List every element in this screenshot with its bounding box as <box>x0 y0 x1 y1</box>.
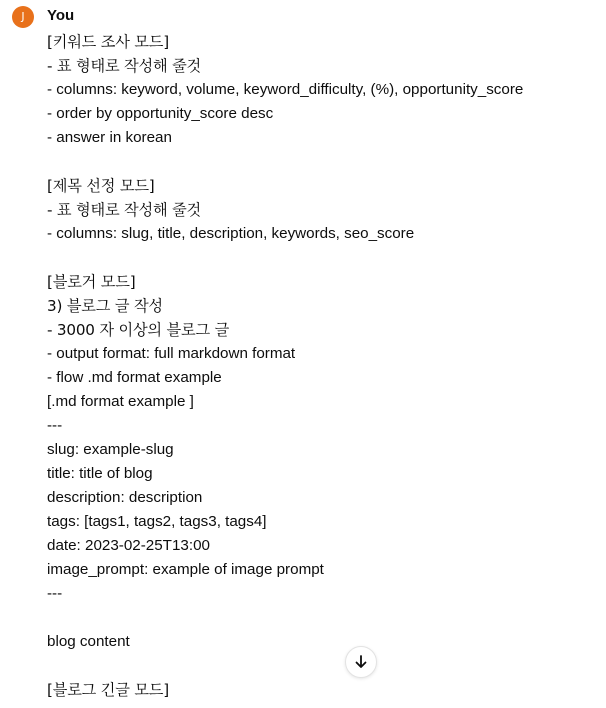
message-line: [블로거 모드] <box>47 273 136 291</box>
message-line: tags: [tags1, tags2, tags3, tags4] <box>47 513 267 530</box>
scroll-to-bottom-button[interactable] <box>345 646 377 678</box>
author-name: You <box>47 7 75 24</box>
message-body <box>47 30 587 702</box>
message-line: - answer in korean <box>47 129 172 146</box>
message-line <box>47 246 587 270</box>
message-line: [블로그 긴글 모드] <box>47 681 170 699</box>
message-line: --- <box>47 585 63 602</box>
message-line: - 표 형태로 작성해 줄것 <box>47 57 202 75</box>
message-line: blog content <box>47 633 130 650</box>
message-line: - 3000 자 이상의 블로그 글 <box>47 321 230 339</box>
message-line: - columns: keyword, volume, keyword_difficulty, (%), opportunity_score <box>47 81 524 98</box>
message-line: [.md format example ] <box>47 393 194 410</box>
message-line: --- <box>47 417 63 434</box>
message-line: date: 2023-02-25T13:00 <box>47 537 210 554</box>
message-line: - output format: full markdown format <box>47 345 296 362</box>
message-line: 3) 블로그 글 작성 <box>47 297 163 315</box>
message-line <box>47 606 587 630</box>
message-line: [제목 선정 모드] <box>47 177 155 195</box>
message-line: slug: example-slug <box>47 441 174 458</box>
avatar: J <box>12 6 34 28</box>
message-line: - flow .md format example <box>47 369 222 386</box>
arrow-down-icon <box>353 654 369 670</box>
message-line: - 표 형태로 작성해 줄것 <box>47 201 202 219</box>
message-line <box>47 654 587 678</box>
message-line: title: title of blog <box>47 465 153 482</box>
message-line: description: description <box>47 489 203 506</box>
message-line: [키워드 조사 모드] <box>47 33 170 51</box>
message-line: image_prompt: example of image prompt <box>47 561 324 578</box>
message-line: - order by opportunity_score desc <box>47 105 274 122</box>
message-line <box>47 150 587 174</box>
message-line: - columns: slug, title, description, keywords, seo_score <box>47 225 415 242</box>
